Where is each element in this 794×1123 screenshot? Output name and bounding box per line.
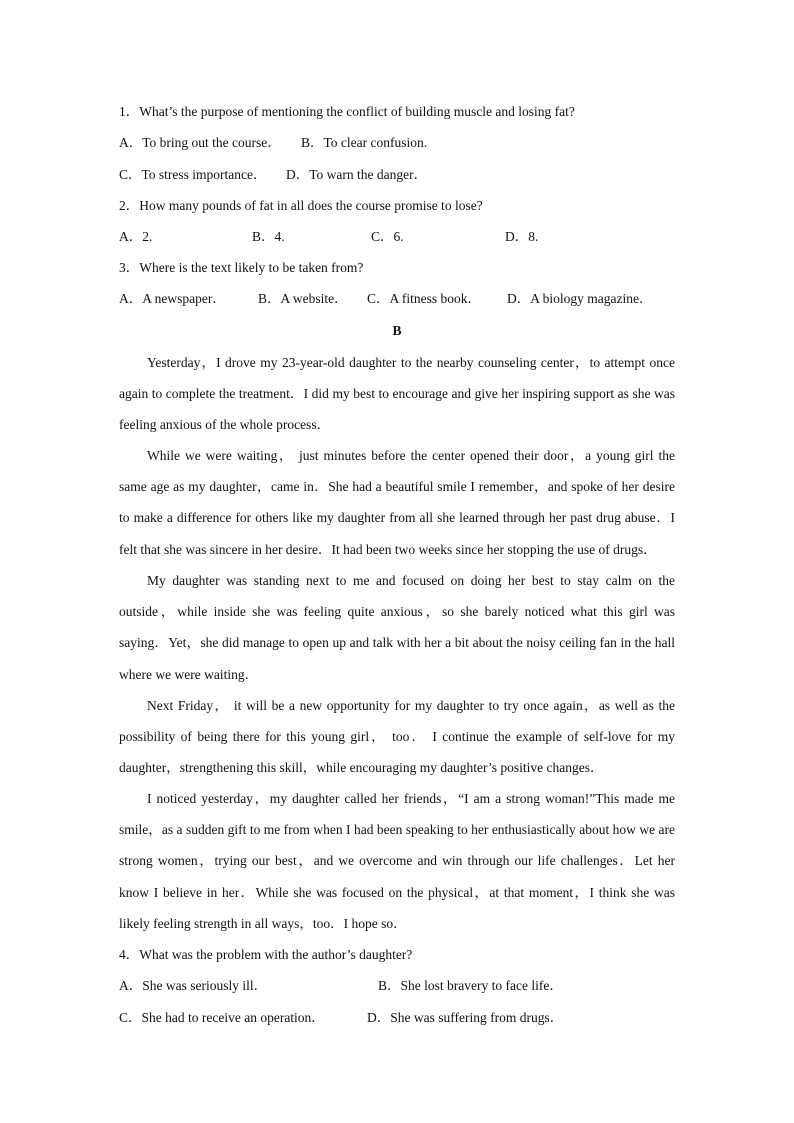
question-3-option-c: C．A fitness book．	[367, 291, 482, 306]
question-2-option-d: D．8.	[505, 229, 539, 244]
question-4-option-d: D．She was suffering from drugs．	[367, 1010, 564, 1025]
question-1-stem: 1．What’s the purpose of mentioning the conflict of building muscle and losing fat?	[119, 104, 575, 119]
passage-paragraph-1: Yesterday，I drove my 23-year-old daughter to the nearby counseling center，to attempt once again to complete the treatment．I did my best to encourage and give her inspiring support as she was feeling anxious of the whole process．	[119, 355, 675, 433]
question-3-option-d: D．A biology magazine．	[507, 291, 653, 306]
question-4-option-b: B．She lost bravery to face life．	[378, 978, 563, 993]
question-3-option-a: A．A newspaper．	[119, 291, 226, 306]
question-4-stem: 4．What was the problem with the author’s daughter?	[119, 947, 413, 962]
question-3-option-b: B．A website．	[258, 291, 348, 306]
passage-paragraph-2: While we were waiting， just minutes before the center opened their door，a young girl the same age as my daughter，came in．She had a beautiful smile I remember，and spoke of her desire to make a difference for others like my daughter from all she learned through her past drug abuse．I felt that she was sincere in her desire．It had been two weeks since her stopping the use of drugs．	[119, 448, 675, 557]
question-1-option-b: B．To clear confusion.	[301, 135, 428, 150]
question-4-option-a: A．She was seriously ill．	[119, 978, 268, 993]
question-1-option-a: A．To bring out the course．	[119, 135, 281, 150]
passage-paragraph-4: Next Friday， it will be a new opportunity for my daughter to try once again，as well as the possibility of being there for this young girl， too． I continue the example of self-love for my daughter，strengthening this skill，while encouraging my daughter’s positive changes．	[119, 698, 675, 776]
question-2-stem: 2．How many pounds of fat in all does the course promise to lose?	[119, 198, 483, 213]
question-4-option-c: C．She had to receive an operation．	[119, 1010, 325, 1025]
section-heading: B	[392, 323, 402, 338]
question-3-stem: 3．Where is the text likely to be taken from?	[119, 260, 364, 275]
question-1-option-d: D．To warn the danger．	[286, 167, 428, 182]
passage-paragraph-5: I noticed yesterday，my daughter called her friends，“I am a strong woman!”This made me smile，as a sudden gift to me from when I had been speaking to her enthusiastically about how we are strong women，trying our best，and we overcome and win through our life challenges．Let her know I believe in her．While she was focused on the physical，at that moment，I think she was likely feeling strength in all ways，too．I hope so．	[119, 791, 675, 931]
question-1-option-c: C．To stress importance．	[119, 167, 267, 182]
question-2-option-c: C．6.	[371, 229, 404, 244]
question-2-option-a: A．2.	[119, 229, 153, 244]
passage-paragraph-3: My daughter was standing next to me and focused on doing her best to stay calm on the outside，while inside she was feeling quite anxious，so she barely noticed what this girl was saying．Yet，she did manage to open up and talk with her a bit about the noisy ceiling fan in the hall where we were waiting．	[119, 573, 675, 682]
question-2-option-b: B．4.	[252, 229, 285, 244]
